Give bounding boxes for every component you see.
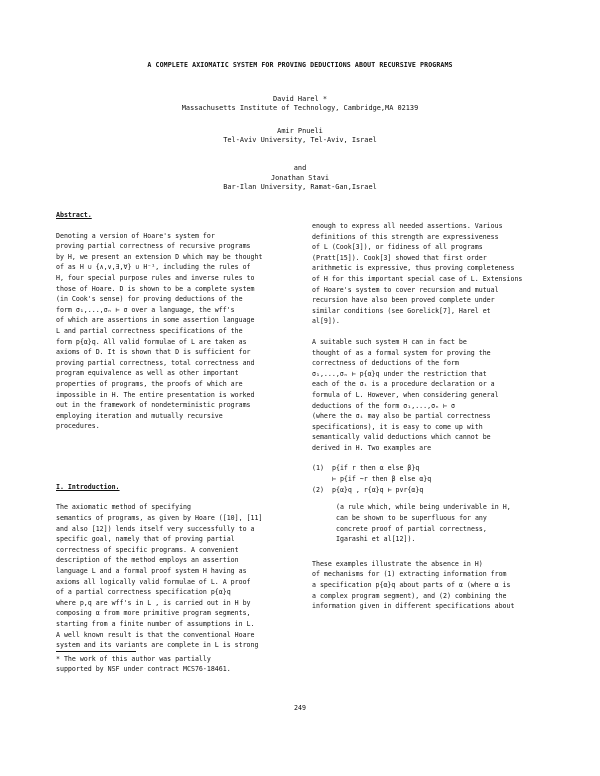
body-line: a specification p{α}q about parts of α (where α is <box>312 581 511 590</box>
paper-title: A COMPLETE AXIOMATIC SYSTEM FOR PROVING DEDUCTIONS ABOUT RECURSIVE PROGRAMS <box>147 61 453 69</box>
abstract-line: of which are assertions in some assertion language <box>56 316 255 325</box>
example-formula: p{α}q , r{α}q ⊢ p∨r{α}q <box>332 486 424 495</box>
body-line: enough to express all needed assertions. Various <box>312 222 503 230</box>
body-line: of mechanisms for (1) extracting information from <box>312 570 507 579</box>
right-top-text <box>312 221 552 327</box>
right-column <box>312 221 552 612</box>
body-line: formula of L. However, when considering general <box>312 390 499 399</box>
abstract-line: L and partial correctness specifications of the <box>56 326 243 335</box>
example-row <box>312 463 552 474</box>
right-mid-text <box>312 337 552 454</box>
introduction-line: specific goal, namely that of proving partial <box>56 535 235 544</box>
introduction-line: starting from a finite number of assumptions in L. <box>56 620 255 628</box>
introduction-line: composing α from more primitive program segments, <box>56 609 251 618</box>
body-line: definitions of this strength are expressiveness <box>312 232 499 241</box>
page-number: 249 <box>294 704 306 712</box>
introduction-line: correctness of specific programs. A convenient <box>56 545 239 554</box>
footnote-line: * The work of this author was partially <box>56 655 211 663</box>
author-name-3: Jonathan Stavi <box>270 174 330 182</box>
body-line: each of the σᵢ is a procedure declaration or a <box>312 380 495 389</box>
body-line: of Hoare's system to cover recursion and mutual <box>312 285 499 294</box>
body-line: σ₁,...,σₙ ⊢ p{α}q under the restriction that <box>312 369 487 378</box>
body-line: A suitable such system H can in fact be <box>312 337 467 346</box>
body-line: information given in different specifications about <box>312 602 515 611</box>
rule-note-line: can be shown to be superfluous for any <box>336 514 487 523</box>
body-line: derived in H. Two examples are <box>312 443 432 452</box>
body-line: similar conditions (see Gorelick[7], Harel et <box>312 306 491 315</box>
example-number <box>312 474 332 485</box>
body-line: of L (Cook[3]), or fidiness of all programs <box>312 243 483 252</box>
abstract-line: by H, we present an extension D which may be thought <box>56 252 263 261</box>
left-column <box>56 210 296 651</box>
abstract-line: employing iteration and mutually recursive <box>56 411 223 420</box>
body-line: of H for this important special case of L. Extensions <box>312 274 523 283</box>
body-line: recursion have also been proved complete under <box>312 296 495 305</box>
introduction-line: language L and a formal proof system H having as <box>56 567 247 576</box>
abstract-line: of as H ∪ {∧,∨,∃,∀} ∪ H⁻¹, including the rules of <box>56 263 251 272</box>
body-line: specifications), it is easy to come up with <box>312 422 483 431</box>
introduction-line: axioms all logically valid formulae of L. A proof <box>56 577 251 586</box>
footnote-line: supported by NSF under contract MCS76-18461. <box>56 665 231 673</box>
body-line: arithmetic is expressive, thus proving completeness <box>312 264 515 273</box>
abstract-line: those of Hoare. D is shown to be a complete system <box>56 284 255 293</box>
body-line: al[9]). <box>312 317 340 326</box>
introduction-line: of a partial correctness specification p{α}q <box>56 588 231 597</box>
abstract-line: form σ₁,...,σₙ ⊢ σ over a language, the wff's <box>56 305 235 314</box>
footnote-rule <box>56 651 136 652</box>
abstract-line: form p{α}q. All valid formulae of L are taken as <box>56 337 247 346</box>
abstract-line: properties of programs, the proofs of which are <box>56 379 243 388</box>
abstract-heading: Abstract. <box>56 211 92 219</box>
rule-note-line: (a rule which, while being underivable in H, <box>336 503 511 512</box>
abstract-line: procedures. <box>56 422 100 431</box>
introduction-text <box>56 502 296 650</box>
introduction-line: and also [12]) lends itself very successfully to a <box>56 524 255 533</box>
rule-note-line: concrete proof of partial correctness, <box>336 524 487 533</box>
and-separator: and <box>293 164 307 172</box>
introduction-line: A well known result is that the conventional Hoare <box>56 630 255 639</box>
examples-list <box>312 463 552 496</box>
abstract-line: out in the framework of nondeterministic programs <box>56 401 251 410</box>
author-name-2: Amir Pnueli <box>277 127 323 135</box>
body-line: (where the σᵢ may also be partial correctness <box>312 412 491 421</box>
introduction-line: description of the method employs an assertion <box>56 556 239 565</box>
introduction-line: The axiomatic method of specifying <box>56 503 191 512</box>
abstract-line: proving partial correctness, total correctness and <box>56 358 255 367</box>
introduction-line: semantics of programs, as given by Hoare ([10], [11] <box>56 514 263 523</box>
abstract-line: H, four special purpose rules and inverse rules to <box>56 273 255 282</box>
footnote <box>56 654 231 674</box>
body-line: semantically valid deductions which cannot be <box>312 433 491 442</box>
abstract-line: program equivalence as well as other important <box>56 369 239 378</box>
rule-note-text <box>312 502 552 544</box>
introduction-heading: I. Introduction. <box>56 482 120 491</box>
author-affiliation-1: Massachusetts Institute of Technology, Cambridge,MA 02139 <box>181 104 419 112</box>
author-affiliation-3: Bar-Ilan University, Ramat-Gan,Israel <box>223 183 377 191</box>
example-row <box>312 474 552 485</box>
abstract-line: axioms of D. It is shown that D is sufficient for <box>56 348 251 357</box>
body-line: (Pratt[15]). Cook[3] showed that first order <box>312 253 487 262</box>
author-affiliation-2: Tel-Aviv University, Tel-Aviv, Israel <box>223 136 377 144</box>
abstract-line: Denoting a version of Hoare's system for <box>56 231 215 240</box>
example-number: (2) <box>312 486 324 495</box>
rule-note-line: Igarashi et al[12]). <box>336 535 416 544</box>
body-line: These examples illustrate the absence in H) <box>312 559 483 568</box>
abstract-text <box>56 231 296 432</box>
body-line: deductions of the form σ₁,...,σₙ ⊢ σ <box>312 401 455 410</box>
example-formula: ⊢ p{if ~r then β else α}q <box>332 475 432 484</box>
introduction-line: where p,q are wff's in L , is carried out in H by <box>56 598 251 607</box>
right-bottom-text <box>312 559 552 612</box>
body-line: a complex program segment), and (2) combining the <box>312 591 507 600</box>
author-name-1: David Harel * <box>273 95 327 103</box>
example-number: (1) <box>312 464 324 473</box>
example-row <box>312 485 552 496</box>
introduction-line: system and its variants are complete in L is strong <box>56 641 259 650</box>
abstract-line: proving partial correctness of recursive programs <box>56 242 251 251</box>
abstract-line: impossible in H. The entire presentation is worked <box>56 390 255 399</box>
example-formula: p{if r then α else β}q <box>332 464 420 473</box>
abstract-line: (in Cook's sense) for proving deductions of the <box>56 295 243 304</box>
body-line: correctness of deductions of the form <box>312 359 459 368</box>
body-line: thought of as a formal system for proving the <box>312 348 491 357</box>
